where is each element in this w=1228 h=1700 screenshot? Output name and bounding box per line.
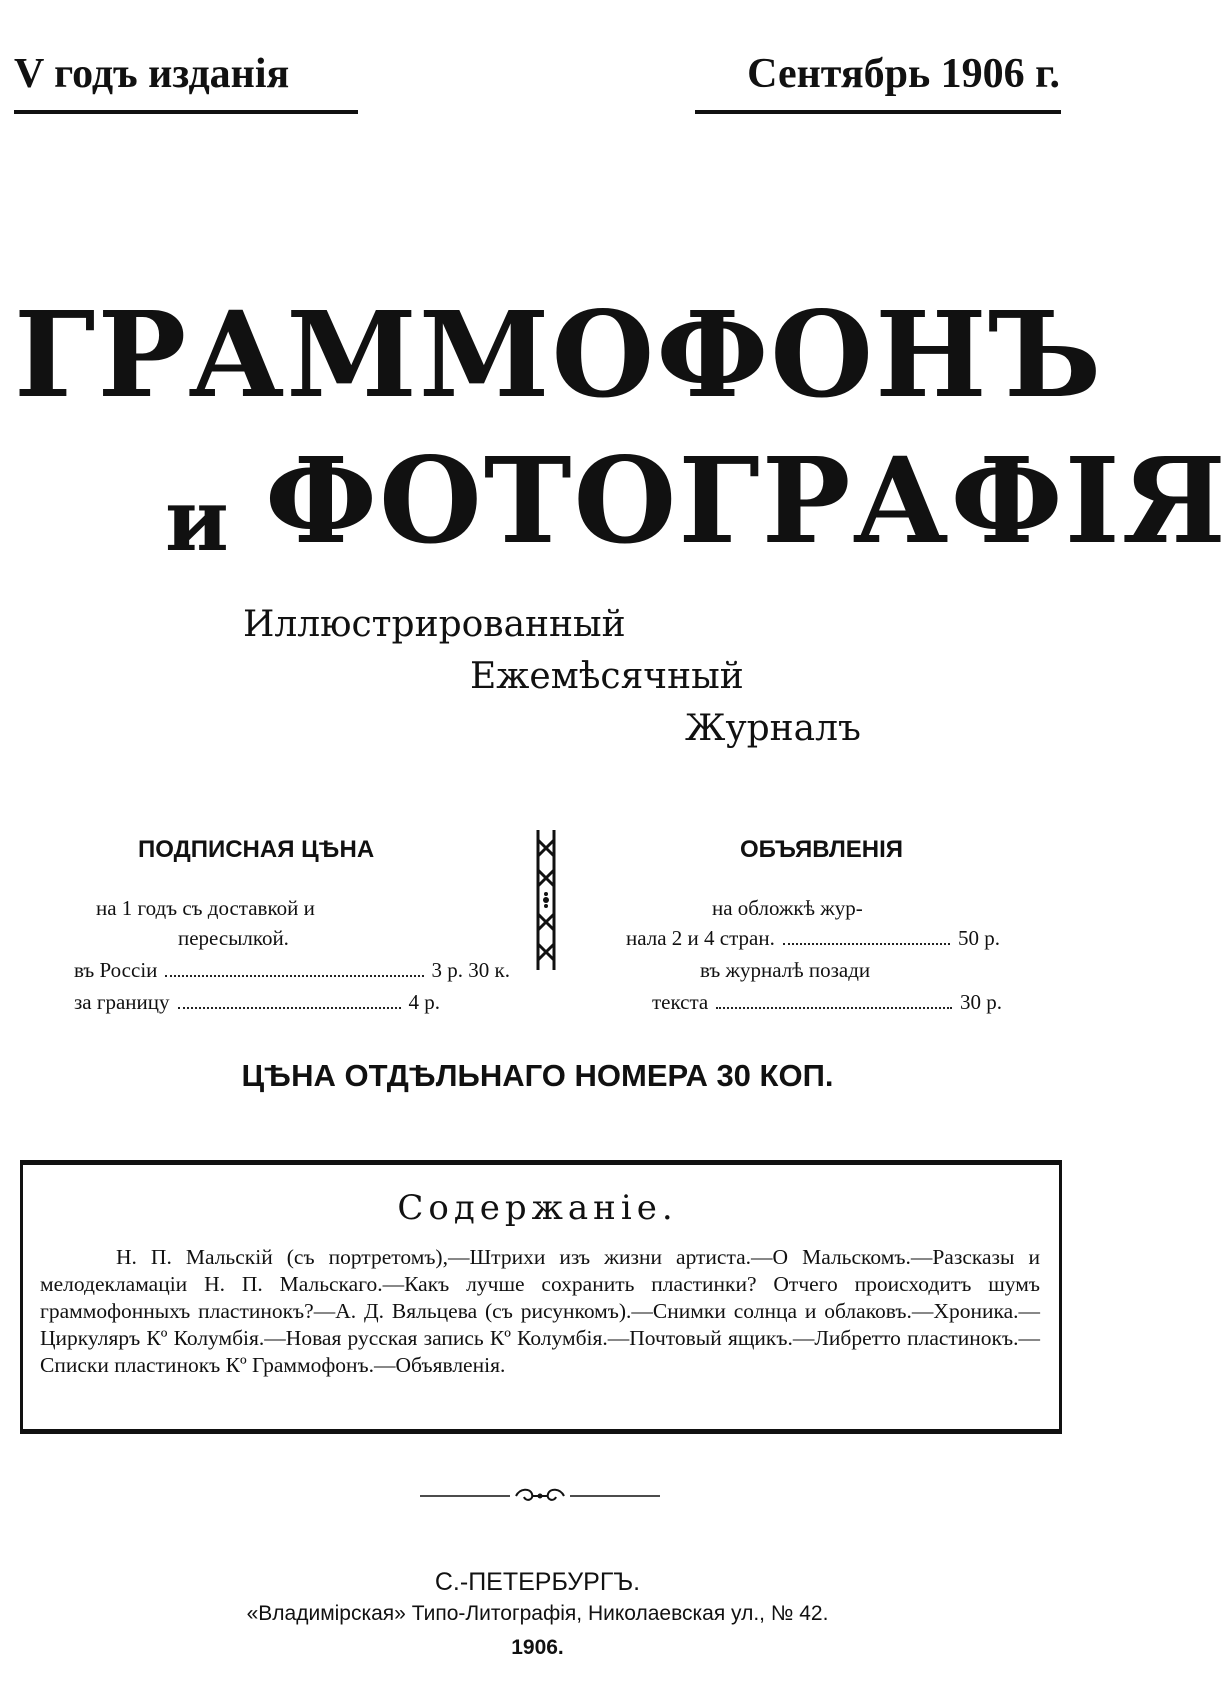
ads-line3: въ журналѣ позади: [700, 958, 871, 982]
ornamental-vertical-band-icon: [532, 830, 560, 970]
ads-cover-price: 50 р.: [958, 926, 1000, 950]
footer-printer: «Владимірская» Типо-Литографія, Николаевская ул., № 42.: [246, 1602, 829, 1625]
contents-title: Содержаніе.: [397, 1188, 678, 1228]
scroll-flourish-icon: [420, 1486, 660, 1506]
subscription-russia-row: [74, 958, 510, 983]
year-of-edition: V годъ изданія: [14, 51, 290, 97]
subscription-line2: пересылкой.: [178, 926, 289, 950]
footer-year: 1906.: [511, 1636, 564, 1659]
subtitle-line3: Журналъ: [685, 708, 861, 749]
ads-heading: ОБЪЯВЛЕНІЯ: [740, 836, 904, 863]
subtitle-line2: Ежемѣсячный: [470, 656, 744, 697]
header-right-rule: [695, 110, 1061, 114]
ads-text-price: 30 р.: [960, 990, 1002, 1014]
ads-text-row: [652, 990, 1002, 1015]
contents-text: Н. П. Мальскій (съ портретомъ),—Штрихи изъ жизни артиста.—О Мальскомъ.—Разсказы и мелодекламаціи Н. П. Мальскаго.—Какъ лучше сохранить пластинки? Отчего происходитъ шумъ граммофонныхъ пластинокъ?—А. Д. Вяльцева (съ рисункомъ).—Снимки солнца и облаковъ.—Хроника.—Циркуляръ Кº Колумбія.—Новая русская запись Кº Колумбія.—Почтовый ящикъ.—Либретто пластинокъ.—Списки пластинокъ Кº Граммофонъ.—Объявленія.: [40, 1245, 1040, 1377]
leader-dots: [178, 990, 401, 1009]
leader-dots: [165, 958, 423, 977]
leader-dots: [783, 926, 950, 945]
header-left-rule: [14, 110, 358, 114]
ads-text-label: текста: [652, 990, 709, 1014]
ads-cover-row: [626, 926, 1000, 951]
subscription-line1: на 1 годъ съ доставкой и: [96, 896, 315, 920]
masthead-title-conjunction: и: [165, 470, 229, 571]
subscription-heading: ПОДПИСНАЯ ЦѢНА: [138, 836, 375, 863]
subtitle-line1: Иллюстрированный: [243, 604, 626, 645]
ads-cover-label: нала 2 и 4 стран.: [626, 926, 775, 950]
subscription-abroad-row: [74, 990, 440, 1015]
subscription-russia-price: 3 р. 30 к.: [431, 958, 510, 982]
masthead-title-line1: ГРАММОФОНЪ: [14, 285, 1104, 424]
footer-city: С.-ПЕТЕРБУРГЪ.: [434, 1568, 641, 1596]
issue-date: Сентябрь 1906 г.: [747, 51, 1060, 97]
subscription-russia-label: въ Россіи: [74, 958, 158, 982]
ads-line1: на обложкѣ жур-: [712, 896, 863, 920]
single-issue-price: ЦѢНА ОТДѢЛЬНАГО НОМЕРА 30 КОП.: [241, 1058, 834, 1093]
leader-dots: [716, 990, 952, 1009]
masthead-title-line2: ФОТОГРАФІЯ: [265, 431, 1228, 570]
subscription-abroad-label: за границу: [74, 990, 170, 1014]
subscription-abroad-price: 4 р.: [408, 990, 440, 1014]
